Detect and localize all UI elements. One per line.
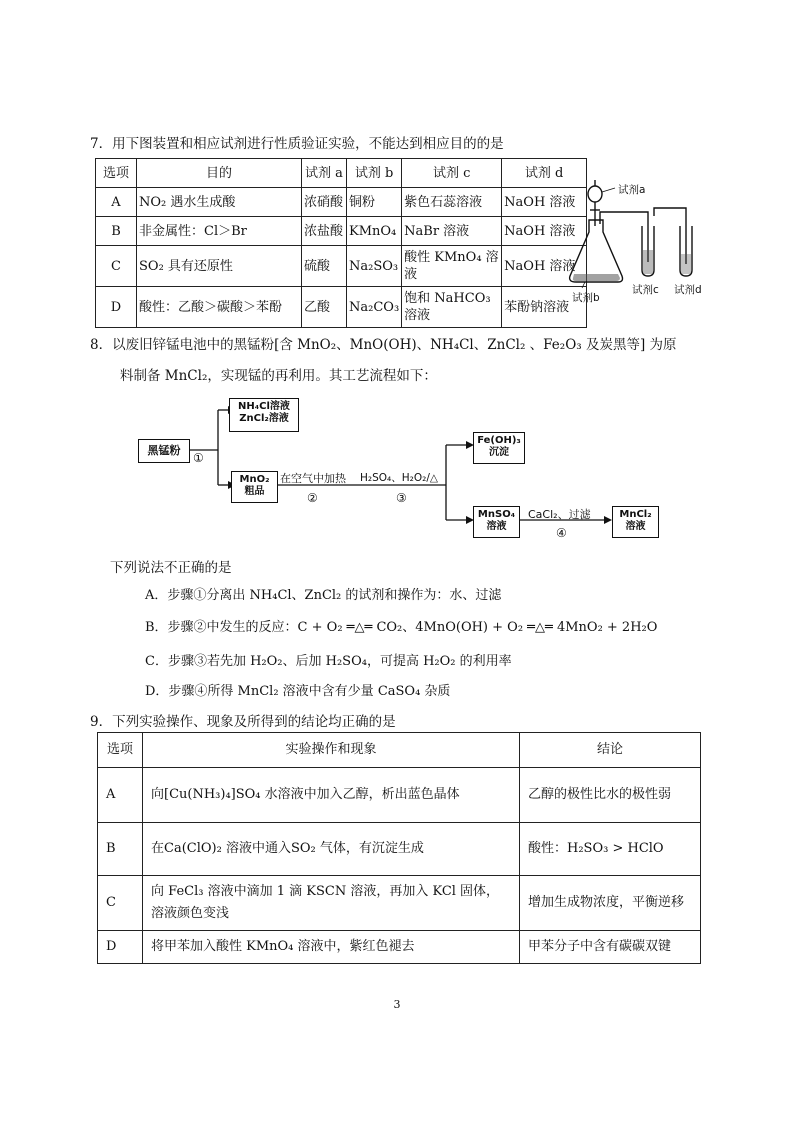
flow-mnso4-line1: MnSO₄ [477, 509, 516, 520]
q7-header-option: 选项 [96, 159, 137, 188]
flow-step4-number: ④ [556, 526, 567, 540]
flow-box-mncl2 [612, 506, 659, 538]
q9-row-a-conclusion: 乙醇的极性比水的极性弱 [520, 768, 701, 823]
flow-feoh3-line1: Fe(OH)₃ [477, 435, 521, 446]
flow-filtrate-line2: ZnCl₂溶液 [239, 413, 289, 424]
flow-step4-label: CaCl₂、过滤 [528, 508, 591, 521]
q7-row-b-reagent-d: NaOH 溶液 [502, 217, 587, 246]
q7-row-a-option: A [96, 188, 137, 217]
flow-box-filtrate [229, 398, 299, 432]
q7-row-a-reagent-d: NaOH 溶液 [502, 188, 587, 217]
flow-step2-number: ② [307, 491, 318, 505]
q8-option-b: B．步骤②中发生的反应：C + O₂ ═△═ CO₂、4MnO(OH) + O₂ ═△═ 4MnO₂ + 2H₂O [145, 620, 658, 635]
flow-step2-label: 在空气中加热 [280, 472, 346, 485]
q7-row-c-reagent-b: Na₂SO₃ [347, 246, 402, 287]
q9-row-c-operation: 向 FeCl₃ 溶液中滴加 1 滴 KSCN 溶液，再加入 KCl 固体，溶液颜色变浅 [143, 876, 520, 931]
q7-row-c-reagent-a: 硫酸 [302, 246, 347, 287]
q8-title-line2: 料制备 MnCl₂，实现锰的再利用。其工艺流程如下： [120, 368, 437, 384]
label-reagent-d: 试剂d [674, 284, 702, 296]
table-header-row [98, 733, 701, 768]
q7-row-a-reagent-a: 浓硝酸 [302, 188, 347, 217]
table-row [98, 768, 701, 823]
q9-header-conclusion: 结论 [520, 733, 701, 768]
q8-option-d: D．步骤④所得 MnCl₂ 溶液中含有少量 CaSO₄ 杂质 [145, 684, 451, 699]
page-number: 3 [393, 998, 401, 1011]
q9-header-option: 选项 [98, 733, 143, 768]
q9-row-d-operation: 将甲苯加入酸性 KMnO₄ 溶液中，紫红色褪去 [143, 931, 520, 964]
q9-row-a-option: A [98, 768, 143, 823]
label-reagent-c: 试剂c [632, 284, 659, 296]
flow-step3-number: ③ [396, 491, 407, 505]
q9-row-b-operation: 在Ca(ClO)₂ 溶液中通入SO₂ 气体，有沉淀生成 [143, 823, 520, 876]
table-row [98, 876, 701, 931]
label-reagent-b: 试剂b [572, 292, 600, 304]
q7-header-reagent-b: 试剂 b [347, 159, 402, 188]
flow-box-mnso4 [473, 506, 520, 538]
flow-step3-label: H₂SO₄、H₂O₂/△ [360, 472, 438, 484]
flow-box-black-manganese: 黑锰粉 [138, 439, 190, 463]
q9-row-b-conclusion: 酸性：H₂SO₃ > HClO [520, 823, 701, 876]
q9-header-operation: 实验操作和现象 [143, 733, 520, 768]
q7-row-d-reagent-b: Na₂CO₃ [347, 287, 402, 328]
q7-header-reagent-a: 试剂 a [302, 159, 347, 188]
q8-title-line1: 8．以废旧锌锰电池中的黑锰粉[含 MnO₂、MnO(OH)、NH₄Cl、ZnCl₂ 、Fe₂O₃ 及炭黑等] 为原 [90, 337, 677, 353]
flow-mno2-line1: MnO₂ [239, 474, 270, 485]
q7-row-c-purpose: SO₂ 具有还原性 [137, 246, 302, 287]
q8-option-a: A．步骤①分离出 NH₄Cl、ZnCl₂ 的试剂和操作为：水、过滤 [145, 588, 502, 603]
q7-row-c-reagent-c: 酸性 KMnO₄ 溶液 [402, 246, 502, 287]
q7-row-b-reagent-a: 浓盐酸 [302, 217, 347, 246]
q7-row-a-reagent-c: 紫色石蕊溶液 [402, 188, 502, 217]
q9-table [97, 732, 701, 964]
flow-mno2-line2: 粗品 [244, 486, 265, 497]
q9-row-b-option: B [98, 823, 143, 876]
table-row [98, 931, 701, 964]
label-reagent-a: 试剂a [618, 184, 646, 196]
q7-header-reagent-c: 试剂 c [402, 159, 502, 188]
q7-row-d-purpose: 酸性：乙酸＞碳酸＞苯酚 [137, 287, 302, 328]
q9-row-d-option: D [98, 931, 143, 964]
q7-row-d-reagent-a: 乙酸 [302, 287, 347, 328]
flow-box-feoh3 [473, 432, 525, 464]
q7-row-b-purpose: 非金属性：Cl＞Br [137, 217, 302, 246]
flow-mncl2-line2: 溶液 [625, 521, 646, 532]
q9-title: 9．下列实验操作、现象及所得到的结论均正确的是 [90, 714, 396, 730]
flow-mncl2-line1: MnCl₂ [619, 509, 652, 520]
arrow-head [604, 516, 612, 524]
q9-row-c-option: C [98, 876, 143, 931]
q7-row-c-option: C [96, 246, 137, 287]
q7-row-c-reagent-d: NaOH 溶液 [502, 246, 587, 287]
q9-row-a-operation: 向[Cu(NH₃)₄]SO₄ 水溶液中加入乙醇，析出蓝色晶体 [143, 768, 520, 823]
q7-row-a-purpose: NO₂ 遇水生成酸 [137, 188, 302, 217]
q7-row-d-reagent-d: 苯酚钠溶液 [502, 287, 587, 328]
q7-header-reagent-d: 试剂 d [502, 159, 587, 188]
flow-filtrate-line1: NH₄Cl溶液 [238, 401, 290, 412]
q7-header-purpose: 目的 [137, 159, 302, 188]
flow-feoh3-line2: 沉淀 [489, 447, 509, 458]
table-row [98, 823, 701, 876]
q7-row-b-reagent-c: NaBr 溶液 [402, 217, 502, 246]
q7-row-a-reagent-b: 铜粉 [347, 188, 402, 217]
q9-row-d-conclusion: 甲苯分子中含有碳碳双键 [520, 931, 701, 964]
flow-box-mno2-crude [231, 471, 278, 503]
flow-step1-number: ① [193, 451, 204, 465]
q7-title: 7．用下图装置和相应试剂进行性质验证实验，不能达到相应目的的是 [90, 136, 504, 152]
q7-row-b-option: B [96, 217, 137, 246]
q8-option-c: C．步骤③若先加 H₂O₂、后加 H₂SO₄，可提高 H₂O₂ 的利用率 [145, 654, 512, 669]
q7-row-d-option: D [96, 287, 137, 328]
flow-mnso4-line2: 溶液 [486, 521, 507, 532]
q8-question: 下列说法不正确的是 [110, 560, 232, 576]
q7-row-d-reagent-c: 饱和 NaHCO₃ 溶液 [402, 287, 502, 328]
q9-row-c-conclusion: 增加生成物浓度，平衡逆移 [520, 876, 701, 931]
q7-row-b-reagent-b: KMnO₄ [347, 217, 402, 246]
